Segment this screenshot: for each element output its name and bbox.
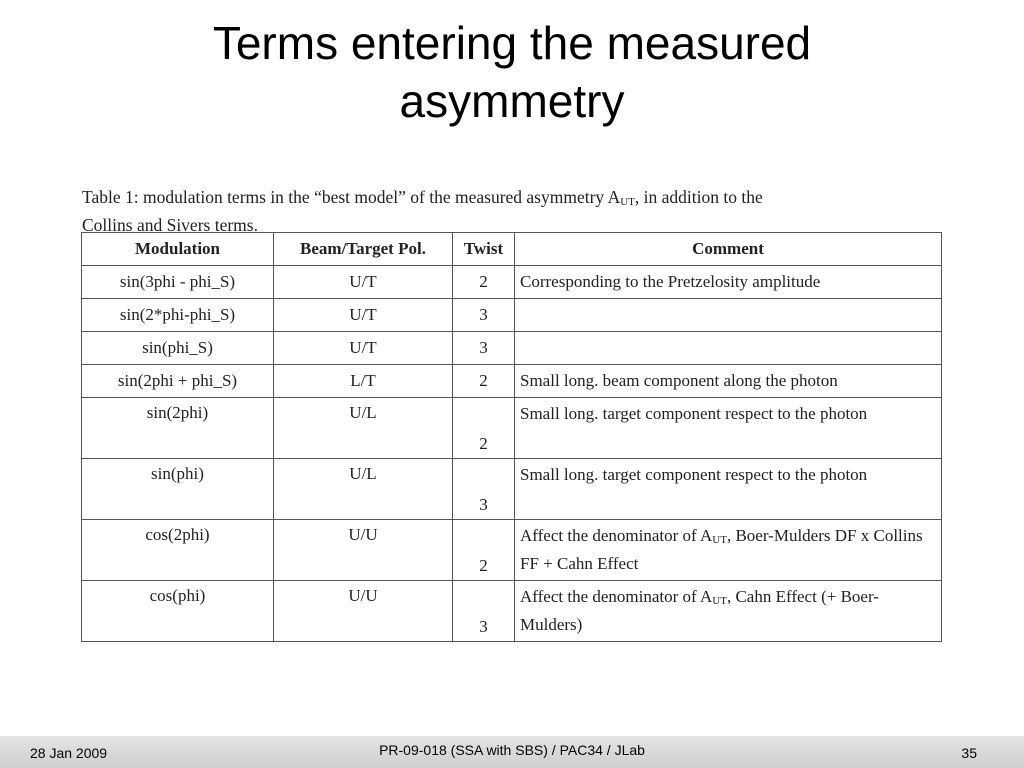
cell-modulation: sin(2*phi-phi_S) [82,299,274,332]
cell-pol: U/T [274,299,453,332]
cell-twist: 3 [453,459,515,520]
cell-pol: U/T [274,332,453,365]
cell-modulation: sin(2phi + phi_S) [82,365,274,398]
cell-comment: Small long. target component respect to the photon [515,459,942,520]
cell-modulation: cos(phi) [82,581,274,642]
cell-modulation: cos(2phi) [82,520,274,581]
cell-pol: U/T [274,266,453,299]
caption-text: Table 1: modulation terms in the “best model” of the measured asymmetry A [82,187,621,207]
cell-pol: U/L [274,459,453,520]
footer-center-text: PR-09-018 (SSA with SBS) / PAC34 / JLab [379,742,645,758]
comment-subscript: UT [712,534,727,546]
cell-pol: U/U [274,581,453,642]
comment-text: Affect the denominator of A [520,587,713,606]
cell-twist: 2 [453,365,515,398]
cell-twist: 2 [453,266,515,299]
table-row [82,520,942,581]
caption-line2: Collins and Sivers terms. [82,215,258,235]
cell-comment [515,299,942,332]
cell-modulation: sin(phi) [82,459,274,520]
cell-pol: L/T [274,365,453,398]
cell-comment [515,581,942,642]
footer-page-number: 35 [961,745,977,761]
cell-modulation: sin(2phi) [82,398,274,459]
cell-modulation: sin(3phi - phi_S) [82,266,274,299]
header-modulation: Modulation [82,233,274,266]
footer-date: 28 Jan 2009 [30,745,108,761]
table-row [82,365,942,398]
table-header-row [82,233,942,266]
slide-title-line1: Terms entering the measured [212,17,812,69]
cell-twist: 2 [453,398,515,459]
cell-comment: Corresponding to the Pretzelosity amplitude [515,266,942,299]
cell-twist: 3 [453,581,515,642]
cell-pol: U/U [274,520,453,581]
caption-text-after: , in addition to the [634,187,763,207]
cell-comment [515,332,942,365]
header-pol: Beam/Target Pol. [274,233,453,266]
table-row [82,459,942,520]
table-row [82,581,942,642]
header-comment: Comment [515,233,942,266]
slide-footer [0,736,1024,768]
table-row [82,299,942,332]
cell-twist: 3 [453,299,515,332]
cell-comment: Small long. target component respect to the photon [515,398,942,459]
slide-title-line2: asymmetry [399,75,625,127]
comment-text-after: , Cahn Effect (+ Boer-Mulders) [520,587,879,634]
cell-twist: 3 [453,332,515,365]
comment-text: Affect the denominator of A [520,526,713,545]
table-row [82,398,942,459]
slide-title [0,14,1024,130]
header-twist: Twist [453,233,515,266]
caption-subscript: UT [620,196,635,208]
cell-comment [515,520,942,581]
comment-subscript: UT [712,595,727,607]
cell-modulation: sin(phi_S) [82,332,274,365]
table-caption [82,186,952,237]
comment-text-after: , Boer-Mulders DF x Collins FF + Cahn Effect [520,526,923,573]
cell-pol: U/L [274,398,453,459]
table-row [82,332,942,365]
caption-line1 [82,186,952,214]
cell-comment: Small long. beam component along the photon [515,365,942,398]
modulation-table [81,232,942,642]
table-row [82,266,942,299]
cell-twist: 2 [453,520,515,581]
